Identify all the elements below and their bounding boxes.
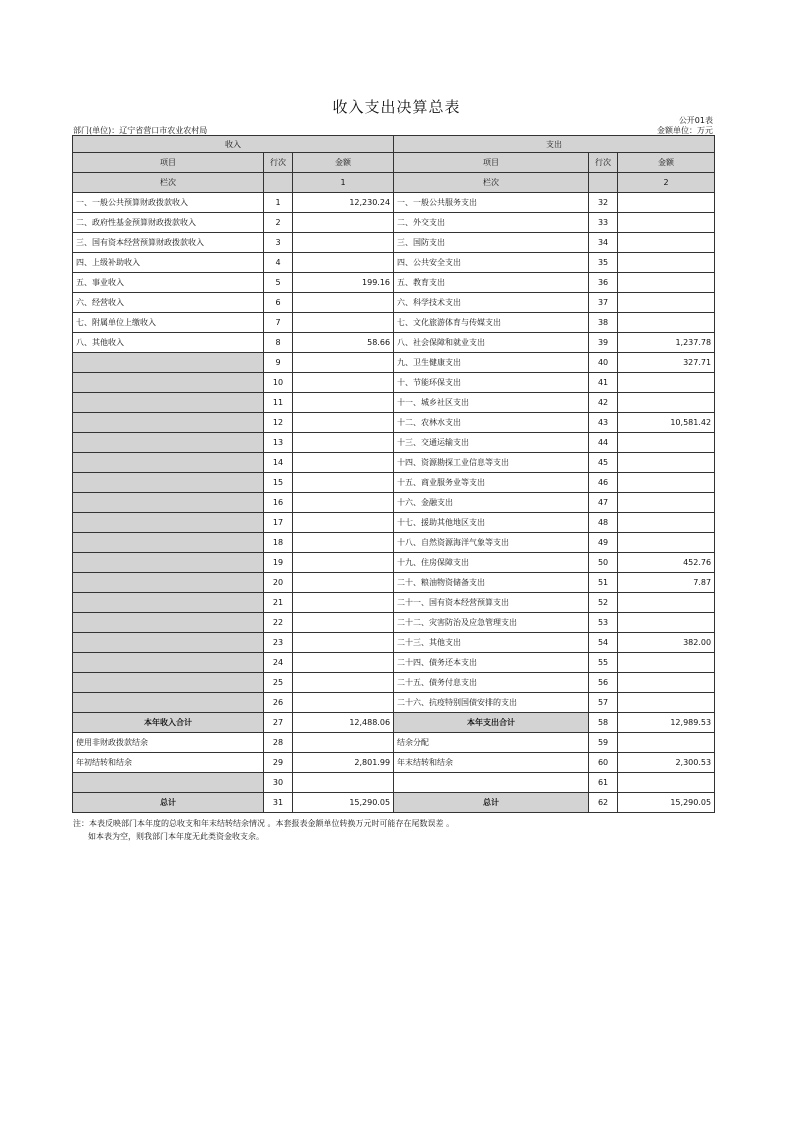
income-row-no-cell: 14	[264, 453, 293, 473]
income-col-number: 1	[293, 173, 394, 193]
income-item-cell	[73, 473, 264, 493]
expense-item-cell: 十七、援助其他地区支出	[394, 513, 589, 533]
note-line-2: 如本表为空，则我部门本年度无此类资金收支余。	[88, 832, 264, 841]
income-row-no-cell: 4	[264, 253, 293, 273]
expense-row-no-cell: 53	[589, 613, 618, 633]
expense-amount-cell: 2,300.53	[618, 753, 715, 773]
expense-row-no-cell: 52	[589, 593, 618, 613]
expense-item-header: 项目	[394, 153, 589, 173]
income-row-no-cell: 6	[264, 293, 293, 313]
income-row-no-cell: 19	[264, 553, 293, 573]
expense-amount-cell: 12,989.53	[618, 713, 715, 733]
expense-amount-cell	[618, 673, 715, 693]
income-item-cell: 使用非财政拨款结余	[73, 733, 264, 753]
income-row-no-cell: 21	[264, 593, 293, 613]
income-row-no-cell: 24	[264, 653, 293, 673]
income-item-cell	[73, 633, 264, 653]
income-item-cell	[73, 693, 264, 713]
income-amount-cell	[293, 493, 394, 513]
expense-amount-cell	[618, 393, 715, 413]
income-amount-cell: 12,488.06	[293, 713, 394, 733]
income-item-cell: 二、政府性基金预算财政拨款收入	[73, 213, 264, 233]
income-row-no-cell: 15	[264, 473, 293, 493]
expense-amount-cell	[618, 193, 715, 213]
table-row	[73, 673, 715, 693]
expense-amount-header: 金额	[618, 153, 715, 173]
income-row-no-cell: 5	[264, 273, 293, 293]
income-amount-cell	[293, 693, 394, 713]
expense-amount-cell	[618, 293, 715, 313]
income-amount-cell: 12,230.24	[293, 193, 394, 213]
income-amount-cell	[293, 773, 394, 793]
income-item-cell	[73, 553, 264, 573]
income-row-no-cell: 12	[264, 413, 293, 433]
expense-item-cell: 结余分配	[394, 733, 589, 753]
table-row	[73, 713, 715, 733]
expense-row-no-cell: 54	[589, 633, 618, 653]
income-row-no-cell: 29	[264, 753, 293, 773]
income-amount-cell: 199.16	[293, 273, 394, 293]
expense-row-no-cell: 38	[589, 313, 618, 333]
expense-item-cell: 七、文化旅游体育与传媒支出	[394, 313, 589, 333]
expense-item-cell: 六、科学技术支出	[394, 293, 589, 313]
income-amount-cell	[293, 433, 394, 453]
table-row	[73, 793, 715, 813]
income-amount-cell: 58.66	[293, 333, 394, 353]
table-row	[73, 513, 715, 533]
expense-col-number: 2	[618, 173, 715, 193]
income-amount-cell	[293, 373, 394, 393]
income-row-no-cell: 31	[264, 793, 293, 813]
expense-item-cell: 二十一、国有资本经营预算支出	[394, 593, 589, 613]
table-row	[73, 613, 715, 633]
income-row-no-cell: 8	[264, 333, 293, 353]
notes	[73, 817, 454, 843]
expense-row-no-cell: 47	[589, 493, 618, 513]
table-row	[73, 493, 715, 513]
table-row	[73, 373, 715, 393]
income-item-cell	[73, 353, 264, 373]
income-row-no-cell: 10	[264, 373, 293, 393]
expense-item-cell: 五、教育支出	[394, 273, 589, 293]
income-col-blank	[264, 173, 293, 193]
income-item-cell	[73, 393, 264, 413]
income-item-cell	[73, 613, 264, 633]
income-item-cell: 五、事业收入	[73, 273, 264, 293]
income-item-cell	[73, 773, 264, 793]
income-amount-cell	[293, 253, 394, 273]
expense-amount-cell	[618, 373, 715, 393]
expense-section-header: 支出	[394, 136, 715, 153]
expense-amount-cell	[618, 213, 715, 233]
table-row	[73, 553, 715, 573]
expense-row-no-cell: 43	[589, 413, 618, 433]
expense-item-cell: 十六、金融支出	[394, 493, 589, 513]
column-header-row	[73, 153, 715, 173]
expense-item-cell: 二十、粮油物资储备支出	[394, 573, 589, 593]
income-amount-cell	[293, 533, 394, 553]
table-row	[73, 293, 715, 313]
expense-row-no-cell: 37	[589, 293, 618, 313]
income-amount-cell	[293, 293, 394, 313]
expense-row-no-cell: 48	[589, 513, 618, 533]
income-amount-cell	[293, 553, 394, 573]
income-amount-cell	[293, 733, 394, 753]
income-amount-cell	[293, 453, 394, 473]
note-line-1: 注：本表反映部门本年度的总收支和年末结转结余情况 。本套报表金额单位转换万元时可能存在尾数误差 。	[73, 819, 455, 828]
income-item-cell: 本年收入合计	[73, 713, 264, 733]
income-amount-cell: 2,801.99	[293, 753, 394, 773]
income-item-cell: 六、经营收入	[73, 293, 264, 313]
expense-amount-cell	[618, 233, 715, 253]
income-item-cell: 总计	[73, 793, 264, 813]
form-number: 公开01表	[678, 116, 713, 125]
table-row	[73, 213, 715, 233]
expense-row-no-cell: 46	[589, 473, 618, 493]
expense-row-no-cell: 57	[589, 693, 618, 713]
income-amount-cell	[293, 613, 394, 633]
income-row-no-cell: 30	[264, 773, 293, 793]
expense-amount-cell	[618, 613, 715, 633]
expense-row-no-cell: 32	[589, 193, 618, 213]
expense-item-cell: 二、外交支出	[394, 213, 589, 233]
income-row-no-cell: 11	[264, 393, 293, 413]
income-row-no-cell: 27	[264, 713, 293, 733]
income-row-no-cell: 23	[264, 633, 293, 653]
expense-amount-cell: 10,581.42	[618, 413, 715, 433]
expense-row-no-cell: 36	[589, 273, 618, 293]
table-row	[73, 773, 715, 793]
expense-row-no-cell: 49	[589, 533, 618, 553]
income-item-cell	[73, 373, 264, 393]
income-amount-cell	[293, 633, 394, 653]
expense-row-no-cell: 58	[589, 713, 618, 733]
income-row-no-cell: 18	[264, 533, 293, 553]
expense-row-no-cell: 39	[589, 333, 618, 353]
expense-amount-cell	[618, 773, 715, 793]
income-amount-cell	[293, 233, 394, 253]
income-amount-cell	[293, 673, 394, 693]
income-item-header: 项目	[73, 153, 264, 173]
expense-item-cell: 本年支出合计	[394, 713, 589, 733]
table-row	[73, 733, 715, 753]
table-row	[73, 573, 715, 593]
expense-item-cell: 四、公共安全支出	[394, 253, 589, 273]
expense-item-cell: 二十五、债务付息支出	[394, 673, 589, 693]
income-item-cell	[73, 493, 264, 513]
expense-amount-cell: 1,237.78	[618, 333, 715, 353]
report-title: 收入支出决算总表	[332, 98, 461, 116]
income-col-label: 栏次	[73, 173, 264, 193]
income-item-cell	[73, 533, 264, 553]
expense-item-cell: 十一、城乡社区支出	[394, 393, 589, 413]
income-row-no-cell: 26	[264, 693, 293, 713]
table-row	[73, 593, 715, 613]
expense-item-cell: 十、节能环保支出	[394, 373, 589, 393]
expense-item-cell: 十三、交通运输支出	[394, 433, 589, 453]
expense-item-cell: 三、国防支出	[394, 233, 589, 253]
income-amount-cell	[293, 513, 394, 533]
expense-row-no-cell: 45	[589, 453, 618, 473]
income-item-cell	[73, 593, 264, 613]
expense-amount-cell	[618, 473, 715, 493]
expense-amount-cell: 327.71	[618, 353, 715, 373]
expense-item-cell: 总计	[394, 793, 589, 813]
table-row	[73, 233, 715, 253]
table-row	[73, 393, 715, 413]
expense-col-label: 栏次	[394, 173, 589, 193]
column-number-row	[73, 173, 715, 193]
income-amount-cell	[293, 413, 394, 433]
income-section-header: 收入	[73, 136, 394, 153]
table-row	[73, 353, 715, 373]
table-row	[73, 193, 715, 213]
income-item-cell	[73, 573, 264, 593]
expense-amount-cell	[618, 513, 715, 533]
income-row-no-cell: 25	[264, 673, 293, 693]
department-label: 部门(单位)：辽宁省营口市农业农村局	[73, 126, 208, 135]
expense-row-no-cell: 34	[589, 233, 618, 253]
expense-amount-cell: 15,290.05	[618, 793, 715, 813]
expense-amount-cell	[618, 593, 715, 613]
table-row	[73, 753, 715, 773]
income-item-cell	[73, 653, 264, 673]
expense-amount-cell	[618, 533, 715, 553]
expense-row-no-cell: 35	[589, 253, 618, 273]
expense-row-no-cell: 56	[589, 673, 618, 693]
income-item-cell	[73, 433, 264, 453]
expense-row-no-cell: 62	[589, 793, 618, 813]
expense-amount-cell: 382.00	[618, 633, 715, 653]
expense-row-no-header: 行次	[589, 153, 618, 173]
table-row	[73, 653, 715, 673]
expense-item-cell: 年末结转和结余	[394, 753, 589, 773]
expense-item-cell: 十四、资源勘探工业信息等支出	[394, 453, 589, 473]
expense-row-no-cell: 50	[589, 553, 618, 573]
table-row	[73, 473, 715, 493]
expense-item-cell: 九、卫生健康支出	[394, 353, 589, 373]
income-item-cell	[73, 513, 264, 533]
expense-row-no-cell: 61	[589, 773, 618, 793]
table-row	[73, 313, 715, 333]
income-row-no-cell: 20	[264, 573, 293, 593]
expense-item-cell: 一、一般公共服务支出	[394, 193, 589, 213]
expense-item-cell: 二十四、债务还本支出	[394, 653, 589, 673]
income-item-cell: 四、上级补助收入	[73, 253, 264, 273]
income-item-cell: 年初结转和结余	[73, 753, 264, 773]
income-row-no-cell: 16	[264, 493, 293, 513]
expense-amount-cell: 452.76	[618, 553, 715, 573]
expense-amount-cell	[618, 273, 715, 293]
income-row-no-header: 行次	[264, 153, 293, 173]
income-item-cell	[73, 413, 264, 433]
income-item-cell: 七、附属单位上缴收入	[73, 313, 264, 333]
expense-amount-cell	[618, 453, 715, 473]
income-amount-cell	[293, 473, 394, 493]
expense-row-no-cell: 33	[589, 213, 618, 233]
expense-item-cell: 二十六、抗疫特别国债安排的支出	[394, 693, 589, 713]
expense-item-cell: 十八、自然资源海洋气象等支出	[394, 533, 589, 553]
income-amount-cell	[293, 593, 394, 613]
table-row	[73, 693, 715, 713]
income-row-no-cell: 17	[264, 513, 293, 533]
expense-amount-cell: 7.87	[618, 573, 715, 593]
income-amount-cell	[293, 213, 394, 233]
table-row	[73, 333, 715, 353]
table-row	[73, 273, 715, 293]
expense-amount-cell	[618, 433, 715, 453]
income-row-no-cell: 7	[264, 313, 293, 333]
income-item-cell	[73, 673, 264, 693]
income-item-cell: 一、一般公共预算财政拨款收入	[73, 193, 264, 213]
income-amount-header: 金额	[293, 153, 394, 173]
income-item-cell: 八、其他收入	[73, 333, 264, 353]
table-row	[73, 433, 715, 453]
expense-row-no-cell: 44	[589, 433, 618, 453]
income-item-cell: 三、国有资本经营预算财政拨款收入	[73, 233, 264, 253]
expense-amount-cell	[618, 313, 715, 333]
income-row-no-cell: 3	[264, 233, 293, 253]
expense-amount-cell	[618, 253, 715, 273]
income-amount-cell	[293, 353, 394, 373]
table-row	[73, 253, 715, 273]
expense-amount-cell	[618, 493, 715, 513]
summary-table	[72, 135, 715, 813]
income-row-no-cell: 9	[264, 353, 293, 373]
expense-row-no-cell: 42	[589, 393, 618, 413]
expense-amount-cell	[618, 653, 715, 673]
income-row-no-cell: 28	[264, 733, 293, 753]
income-row-no-cell: 2	[264, 213, 293, 233]
expense-item-cell: 二十二、灾害防治及应急管理支出	[394, 613, 589, 633]
income-amount-cell	[293, 393, 394, 413]
table-row	[73, 633, 715, 653]
table-row	[73, 453, 715, 473]
expense-item-cell: 十九、住房保障支出	[394, 553, 589, 573]
expense-row-no-cell: 41	[589, 373, 618, 393]
income-item-cell	[73, 453, 264, 473]
expense-item-cell: 八、社会保障和就业支出	[394, 333, 589, 353]
income-amount-cell	[293, 313, 394, 333]
expense-amount-cell	[618, 693, 715, 713]
expense-amount-cell	[618, 733, 715, 753]
table-row	[73, 413, 715, 433]
expense-row-no-cell: 40	[589, 353, 618, 373]
expense-row-no-cell: 60	[589, 753, 618, 773]
expense-row-no-cell: 51	[589, 573, 618, 593]
income-amount-cell: 15,290.05	[293, 793, 394, 813]
income-row-no-cell: 22	[264, 613, 293, 633]
income-amount-cell	[293, 653, 394, 673]
income-amount-cell	[293, 573, 394, 593]
amount-unit: 金额单位：万元	[657, 126, 713, 135]
expense-col-blank	[589, 173, 618, 193]
expense-row-no-cell: 55	[589, 653, 618, 673]
expense-item-cell	[394, 773, 589, 793]
table-row	[73, 533, 715, 553]
expense-item-cell: 十五、商业服务业等支出	[394, 473, 589, 493]
expense-item-cell: 十二、农林水支出	[394, 413, 589, 433]
income-row-no-cell: 13	[264, 433, 293, 453]
income-row-no-cell: 1	[264, 193, 293, 213]
expense-row-no-cell: 59	[589, 733, 618, 753]
expense-item-cell: 二十三、其他支出	[394, 633, 589, 653]
section-header-row	[73, 136, 715, 153]
